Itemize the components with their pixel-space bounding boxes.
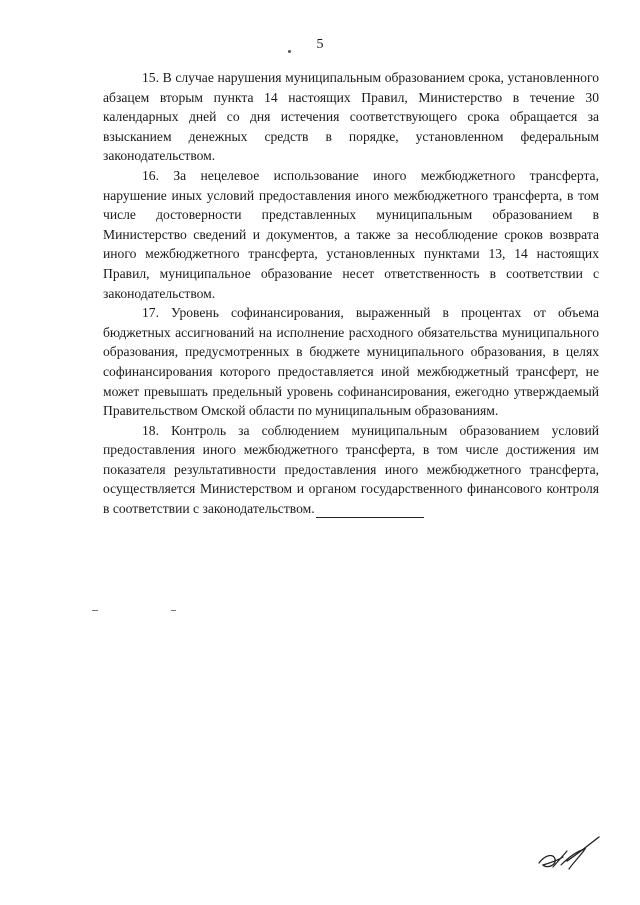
- page-number: 5: [316, 37, 324, 52]
- paragraph-17: 17. Уровень софинансирования, выраженный в процентах от объема бюджетных ассигнований на исполнение расходного обязательства муниципального образования, предусмотренных в бюджете муниципального образования, в целях софинансирования которого предоставляется иной межбюджетный трансферт, не может превышать предельный уровень софинансирования, ежегодно утверждаемый Правительством Омской области по муниципальным образованиям.: [103, 305, 599, 419]
- document-body: [103, 68, 599, 519]
- handwritten-initials-signature: [533, 833, 603, 875]
- scan-speck: [288, 50, 291, 53]
- paragraph-16: 16. За нецелевое использование иного межбюджетного трансферта, нарушение иных условий предоставления иного межбюджетного трансферта, в том числе достоверности представленных муниципальным образованием в Министерство сведений и документов, а также за несоблюдение сроков возврата иного межбюджетного трансферта, установленных пунктами 13, 14 настоящих Правил, муниципальное образование несет ответственность в соответствии с законодательством.: [103, 167, 599, 301]
- paragraph-18: 18. Контроль за соблюдением муниципальным образованием условий предоставления иного межбюджетного трансферта, в том числе достижения им показателя результативности предоставления иного межбюджетного трансферта, осуществляется Министерством и органом государственного финансового контроля в соответствии с законодательством.: [103, 422, 599, 517]
- paragraph-15: 15. В случае нарушения муниципальным образованием срока, установленного абзацем вторым пункта 14 настоящих Правил, Министерство в течение 30 календарных дней со дня истечения соответствующего срока обращается за взысканием денежных средств в порядке, установленном федеральным законодательством.: [103, 70, 599, 164]
- end-of-text-rule: [316, 517, 424, 518]
- margin-mark: [92, 610, 98, 611]
- margin-mark: [171, 610, 176, 611]
